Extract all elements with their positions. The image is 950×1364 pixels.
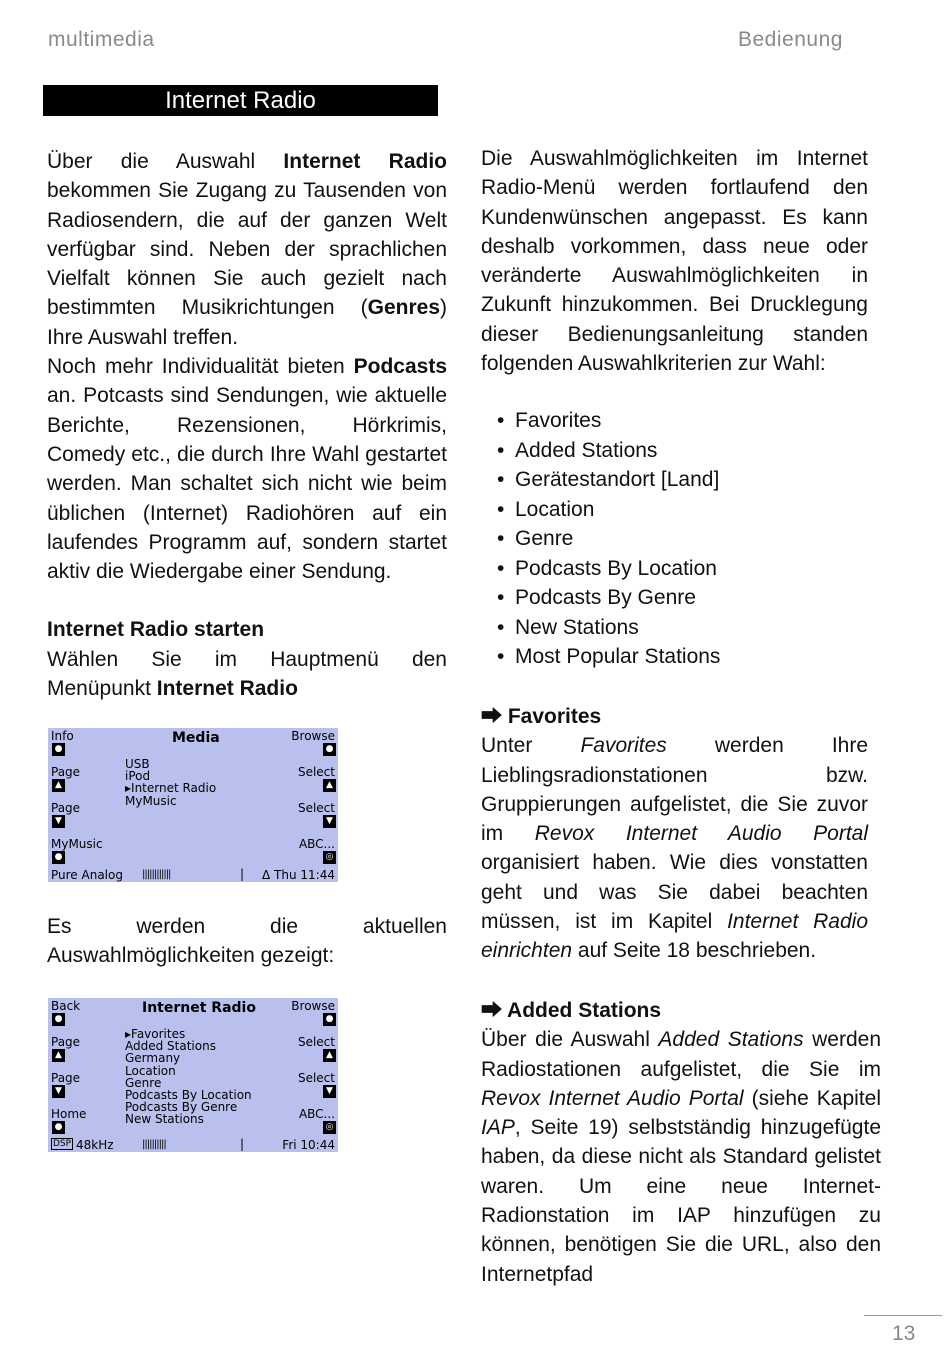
circle-key-icon: ◎ xyxy=(323,851,336,864)
podcast-paragraph: Noch mehr Individualität bieten Podcasts an. Potcasts sind Sendungen, wie aktuelle Berichte, Rezensionen, Hörkrimis, Comedy etc., die durch Ihre Wahl gestartet werden. Man schaltet sich nicht wie beim üblichen (Internet) Radiohören auf ein laufendes Programm auf, sondern startet aktiv die Wiedergabe einer Sendung. xyxy=(47,355,447,584)
level-meter: |||||||||||| xyxy=(142,869,171,880)
status-divider: | xyxy=(240,867,245,881)
softkey-label-home: Home xyxy=(51,1107,87,1121)
term-internet-radio: Internet Radio xyxy=(283,150,447,173)
left-column-lower xyxy=(47,912,447,971)
arrow-down-key-icon: ▼ xyxy=(52,815,65,828)
intro-paragraph: Über die Auswahl Internet Radio bekommen Sie Zugang zu Tausenden von Radiosendern, die auf der ganzen Welt verfügbar sind. Neben der sprachlichen Vielfalt können Sie auch gezielt nach bestimmten Musikrichtungen (Genres) Ihre Auswahl treffen. xyxy=(47,150,447,349)
section-title: Internet Radio xyxy=(43,85,438,116)
softkey-label-back: Back xyxy=(51,999,81,1013)
screen-title: Media xyxy=(172,730,220,746)
internet-radio-menu-screenshot xyxy=(48,998,338,1152)
list-item: • Most Popular Stations xyxy=(497,642,720,672)
added-stations-paragraph: Über die Auswahl Added Stations werden Radiostationen aufgelistet, die Sie im Revox Internet Audio Portal (siehe Kapitel IAP, Seite 19) selbstständig hinzugefügte haben, da diese nicht als Standard gelistet waren. Um eine neue Internet-Radionstation im IAP hinzufügen zu können, benötigen Sie die URL, also den Internetpfad xyxy=(481,1028,882,1286)
list-item: Germany xyxy=(125,1051,181,1066)
list-item: Added Stations xyxy=(125,1039,216,1054)
list-item: • Podcasts By Location xyxy=(497,554,720,584)
list-item: ▸Favorites xyxy=(125,1027,186,1041)
list-item: • Location xyxy=(497,495,720,525)
list-item: Podcasts By Genre xyxy=(125,1100,238,1115)
media-menu-screenshot xyxy=(48,728,338,882)
arrow-down-key-icon: ▼ xyxy=(323,815,336,828)
softkey-label-abc: ABC... xyxy=(298,837,335,851)
status-source: Pure Analog xyxy=(51,868,123,882)
arrow-up-key-icon: ▲ xyxy=(323,1049,336,1062)
added-stations-section xyxy=(481,996,881,1289)
softkey-label-select: Select xyxy=(297,1035,335,1049)
softkey-label-browse: Browse xyxy=(291,999,335,1013)
list-item: ▸Internet Radio xyxy=(125,781,217,796)
options-paragraph: Die Auswahlmöglichkeiten im Internet Radio-Menü werden fortlaufend den Kundenwünschen angepasst. Es kann deshalb vorkommen, dass neue oder veränderte Auswahlmöglichkeiten in Zukunft hinzukommen. Bei Drucklegung dieser Bedienungsanleitung standen folgenden Auswahlkriterien zur Wahl: xyxy=(481,147,868,376)
list-item: New Stations xyxy=(125,1112,204,1127)
list-item: • Favorites xyxy=(497,406,720,436)
status-divider: | xyxy=(240,1137,245,1151)
favorites-paragraph: Unter Favorites werden Ihre Lieblingsradionstationen bzw. Gruppierungen aufgelistet, die Sie zuvor im Revox Internet Audio Portal organisiert haben. Wie dies vonstatten geht und was Sie dabei beachten müssen, ist im Kapitel Internet Radio einrichten auf Seite 18 beschrieben. xyxy=(481,734,869,963)
circle-key-icon: ◎ xyxy=(323,1121,336,1134)
list-item: Genre xyxy=(125,1075,162,1090)
term-podcasts: Podcasts xyxy=(353,355,447,379)
screen-title: Internet Radio xyxy=(142,1000,256,1016)
status-clock: Δ Thu 11:44 xyxy=(262,868,335,882)
list-item: MyMusic xyxy=(125,793,177,808)
softkey-label-page: Page xyxy=(51,801,81,815)
start-paragraph: Wählen Sie im Hauptmenü den Menüpunkt Internet Radio xyxy=(47,647,447,701)
level-meter: |||||||||| xyxy=(142,1139,166,1150)
page-number: 13 xyxy=(892,1322,916,1345)
softkey-label-select: Select xyxy=(297,765,335,779)
softkey-label-page: Page xyxy=(51,1035,81,1049)
list-item: Location xyxy=(125,1063,176,1078)
arrow-down-key-icon: ▼ xyxy=(323,1085,336,1098)
list-item: • Gerätestandort [Land] xyxy=(497,465,720,495)
dot-key-icon: ● xyxy=(52,1013,65,1026)
dot-key-icon: ● xyxy=(52,851,65,864)
list-item: • Podcasts By Genre xyxy=(497,583,720,613)
subheading-start: Internet Radio starten xyxy=(47,618,265,642)
softkey-label-mymusic: MyMusic xyxy=(51,837,103,851)
arrow-up-key-icon: ▲ xyxy=(323,779,336,792)
list-item: • New Stations xyxy=(497,613,720,643)
footer-rule xyxy=(864,1315,942,1316)
options-list xyxy=(497,406,720,672)
softkey-label-page: Page xyxy=(51,1071,81,1085)
options-intro: Es werden die aktuellen Auswahlmöglichkeiten gezeigt: xyxy=(47,915,447,968)
running-header-right: Bedienung xyxy=(738,28,843,51)
list-item: iPod xyxy=(125,769,151,784)
status-clock: Fri 10:44 xyxy=(282,1138,335,1152)
softkey-label-select: Select xyxy=(297,1071,335,1085)
arrow-up-key-icon: ▲ xyxy=(52,779,65,792)
softkey-label-abc: ABC... xyxy=(298,1107,335,1121)
arrow-down-key-icon: ▼ xyxy=(52,1085,65,1098)
dot-key-icon: ● xyxy=(323,1013,336,1026)
dot-key-icon: ● xyxy=(52,743,65,756)
running-header-left: multimedia xyxy=(48,28,155,51)
softkey-label-info: Info xyxy=(51,729,74,743)
menu-list xyxy=(125,1028,252,1126)
dot-key-icon: ● xyxy=(323,743,336,756)
softkey-label-page: Page xyxy=(51,765,81,779)
list-item: Podcasts By Location xyxy=(125,1088,252,1103)
softkey-label-select: Select xyxy=(297,801,335,815)
menu-list xyxy=(125,758,216,807)
left-column xyxy=(47,147,447,703)
subheading-added-stations: ⮕ Added Stations xyxy=(481,999,662,1022)
dot-key-icon: ● xyxy=(52,1121,65,1134)
list-item: • Added Stations xyxy=(497,436,720,466)
favorites-section xyxy=(481,702,868,966)
term-genres: Genres xyxy=(367,296,440,320)
softkey-label-browse: Browse xyxy=(291,729,335,743)
arrow-up-key-icon: ▲ xyxy=(52,1049,65,1062)
subheading-favorites: ⮕ Favorites xyxy=(481,705,602,728)
status-samplerate: 48kHz xyxy=(76,1138,114,1152)
right-column-intro xyxy=(481,144,868,378)
list-item: • Genre xyxy=(497,524,720,554)
dsp-badge: DSP xyxy=(53,1139,72,1149)
list-item: USB xyxy=(125,757,150,771)
